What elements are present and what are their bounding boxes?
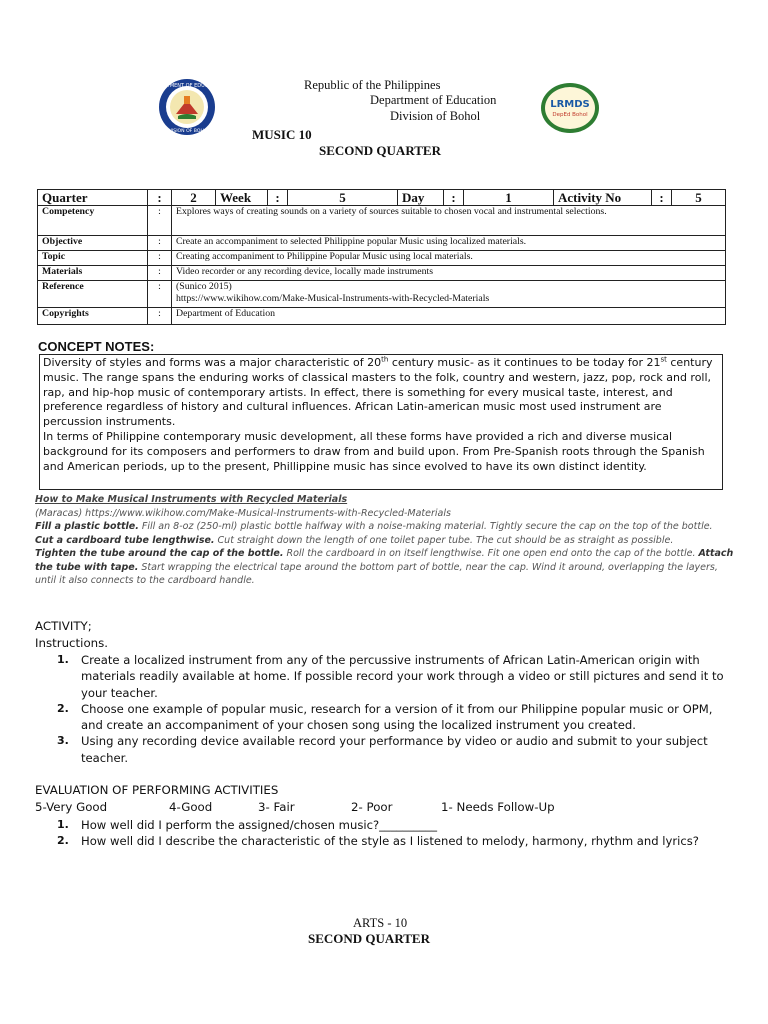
- list-item: [57, 701, 737, 734]
- scale-1: 1- Needs Follow-Up: [441, 800, 555, 814]
- superscript: st: [660, 355, 667, 364]
- scale-5: 5-Very Good: [35, 800, 108, 814]
- question-text: How well did I describe the characteristic of the style as I listened to melody, harmony, rhythm and lyrics?: [81, 834, 699, 849]
- row-value-objective: Create an accompaniment to selected Philippine popular Music using localized materials.: [172, 236, 726, 251]
- table-row: [38, 281, 726, 308]
- row-value-competency: Explores ways of creating sounds on a variety of sources suitable to chosen vocal and instrumental selections.: [172, 206, 726, 236]
- separator: :: [148, 251, 172, 266]
- activity-steps: [57, 652, 737, 766]
- wiki-step-text: Roll the cardboard in on itself lengthwise. Fit one open end onto the cap of the bottle.: [283, 548, 699, 559]
- separator: :: [148, 190, 172, 206]
- row-value-materials: Video recorder or any recording device, locally made instruments: [172, 266, 726, 281]
- question-number: 2.: [57, 834, 69, 848]
- wiki-step-title: Cut a cardboard tube lengthwise.: [35, 534, 215, 546]
- table-row: [38, 236, 726, 251]
- superscript: th: [381, 355, 389, 364]
- wiki-step-text: Fill an 8-oz (250-ml) plastic bottle halfway with a noise-making material. Tightly secure the cap on the top of the bottle.: [138, 521, 713, 532]
- list-item: [57, 833, 737, 849]
- concept-text: century music- as it continues to be today for 21: [388, 356, 661, 369]
- row-value-copyrights: Department of Education: [172, 308, 726, 325]
- list-item: [57, 652, 737, 701]
- row-label-materials: Materials: [38, 266, 148, 281]
- concept-paragraph-2: In terms of Philippine contemporary music development, all these forms have provided a rich and diverse musical background for its composers and performers to draw from and build upon. From Pre-Spanish roots through the Spanish and American periods, up to the present, Phillippine music has since evolved to have its own distinct identity.: [43, 429, 705, 473]
- wiki-step-2: [35, 534, 735, 548]
- deped-seal-logo: [150, 78, 224, 136]
- separator: :: [268, 190, 288, 206]
- week-label: Week: [216, 190, 268, 206]
- scale-2: 2- Poor: [351, 800, 393, 814]
- concept-text: century music. The range spans the enduring works of classical masters to the folk, country and western, jazz, pop, rock and roll, rap, and hip-hop music of contemporary artists. In effect, there is something for every musical taste, interest, and preference regardless of history and cultural influences. African Latin-american music most used instrument are percussion instruments.: [43, 356, 713, 429]
- header-department: Department of Education: [370, 93, 497, 107]
- separator: :: [148, 206, 172, 236]
- activity-instructions: Instructions.: [35, 636, 109, 650]
- scale-4: 4-Good: [169, 800, 213, 814]
- activity-value: 5: [672, 190, 726, 206]
- separator: :: [148, 236, 172, 251]
- lrmds-logo-text: LRMDS: [550, 99, 590, 110]
- wiki-heading: How to Make Musical Instruments with Recycled Materials: [35, 494, 348, 505]
- evaluation-title: EVALUATION OF PERFORMING ACTIVITIES: [35, 783, 279, 797]
- list-item: [57, 817, 737, 833]
- row-value-reference: [172, 281, 726, 308]
- list-item: [57, 733, 737, 766]
- separator: :: [148, 308, 172, 325]
- evaluation-questions: [57, 817, 737, 850]
- subject-title: MUSIC 10: [252, 127, 312, 142]
- wiki-step-1: [35, 520, 735, 534]
- row-label-objective: Objective: [38, 236, 148, 251]
- wiki-step-title: Fill a plastic bottle.: [35, 521, 139, 532]
- step-text: Using any recording device available record your performance by video or audio and submit to your subject teacher.: [81, 734, 708, 765]
- wiki-step-3-4: [35, 547, 735, 588]
- day-label: Day: [398, 190, 444, 206]
- row-label-topic: Topic: [38, 251, 148, 266]
- day-value: 1: [464, 190, 554, 206]
- wiki-step-text: Cut straight down the length of one toilet paper tube. The cut should be as straight as possible.: [214, 534, 674, 546]
- lrmds-logo-subtext: DepEd Bohol: [552, 112, 588, 118]
- week-value: 5: [288, 190, 398, 206]
- concept-notes-box: [39, 354, 723, 490]
- footer-quarter: SECOND QUARTER: [308, 931, 430, 946]
- activity-label: Activity No: [554, 190, 652, 206]
- scale-3: 3- Fair: [258, 800, 295, 814]
- row-value-topic: Creating accompaniment to Philippine Popular Music using local materials.: [172, 251, 726, 266]
- step-number: 1.: [57, 653, 69, 666]
- quarter-label: Quarter: [38, 190, 148, 206]
- table-header-row: [38, 190, 726, 206]
- row-label-competency: Competency: [38, 206, 148, 236]
- header-division: Division of Bohol: [390, 109, 481, 123]
- quarter-title: SECOND QUARTER: [319, 143, 441, 158]
- step-number: 3.: [57, 734, 69, 748]
- concept-paragraph-1: [43, 356, 719, 430]
- question-number: 1.: [57, 818, 69, 831]
- table-row: [38, 251, 726, 266]
- lesson-info-table: [37, 189, 726, 325]
- step-text: Choose one example of popular music, research for a version of it from our Philippine popular music or OPM, and create an accompaniment of your chosen song using the localized instrument you created.: [81, 701, 713, 733]
- wiki-step-title: Attach the tube with tape.: [35, 548, 734, 573]
- separator: :: [148, 281, 172, 308]
- wiki-step-text: Start wrapping the electrical tape around the bottom part of bottle, near the cap. Wind it around, overlapping the layers, until it also connects to the cardboard handle.: [35, 561, 718, 586]
- wiki-step-title: Tighten the tube around the cap of the bottle.: [35, 548, 284, 559]
- separator: :: [652, 190, 672, 206]
- separator: :: [148, 266, 172, 281]
- quarter-value: 2: [172, 190, 216, 206]
- wiki-source[interactable]: (Maracas) https://www.wikihow.com/Make-Musical-Instruments-with-Recycled-Materials: [35, 507, 451, 519]
- step-number: 2.: [57, 701, 69, 715]
- table-row: [38, 308, 726, 325]
- activity-title: ACTIVITY;: [35, 619, 92, 633]
- reference-url[interactable]: https://www.wikihow.com/Make-Musical-Instruments-with-Recycled-Materials: [176, 293, 490, 304]
- separator: :: [444, 190, 464, 206]
- wiki-section: [35, 493, 735, 588]
- step-text: Create a localized instrument from any of the percussive instruments of African Latin-American origin with materials readily available at home. If possible record your work through a video or still pictures and send it to your teacher.: [81, 653, 724, 700]
- reference-citation: (Sunico 2015): [176, 281, 232, 292]
- row-label-reference: Reference: [38, 281, 148, 308]
- lrmds-logo: [540, 82, 600, 134]
- svg-text:DEPARTMENT OF EDUCATION: DEPARTMENT OF EDUCATION: [150, 83, 224, 89]
- header-republic: Republic of the Philippines: [304, 78, 441, 92]
- concept-text: Diversity of styles and forms was a major characteristic of 20: [43, 356, 382, 369]
- row-label-copyrights: Copyrights: [38, 308, 148, 325]
- table-row: [38, 206, 726, 236]
- footer-subject: ARTS - 10: [353, 916, 408, 930]
- concept-notes-title: CONCEPT NOTES:: [38, 339, 155, 354]
- question-text: How well did I perform the assigned/chosen music?__________: [81, 818, 438, 832]
- table-row: [38, 266, 726, 281]
- svg-text:DIVISION OF BOHOL: DIVISION OF BOHOL: [163, 129, 211, 134]
